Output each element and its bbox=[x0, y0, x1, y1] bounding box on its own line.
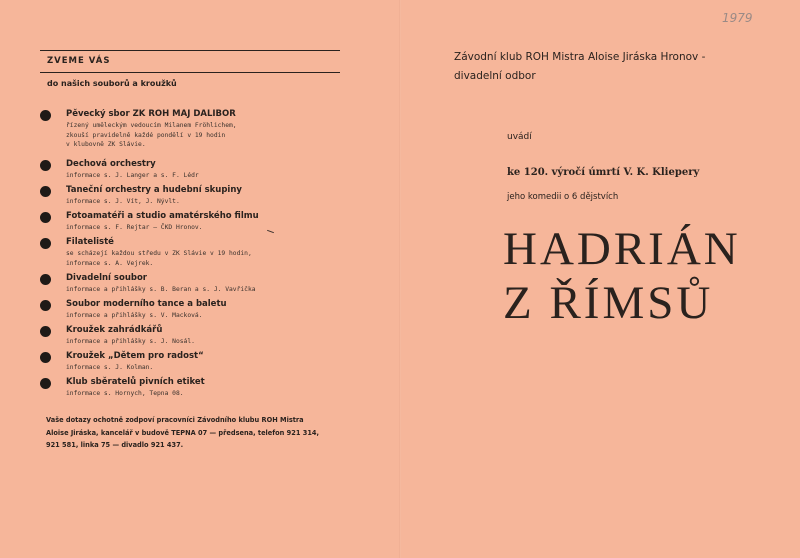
bullet-icon bbox=[40, 186, 51, 197]
item-title: Kroužek zahrádkářů bbox=[66, 325, 163, 335]
play-title-line-1: HADRIÁN bbox=[503, 223, 741, 275]
item-title: Pěvecký sbor ZK ROH MAJ DALIBOR bbox=[66, 109, 236, 119]
organizer-line-1: Závodní klub ROH Mistra Aloise Jiráska Hronov - bbox=[454, 51, 706, 63]
play-title-line-2: Z ŘÍMSŮ bbox=[503, 277, 714, 329]
item-title: Fotoamatéři a studio amatérského filmu bbox=[66, 211, 259, 221]
item-info: se scházejí každou středu v ZK Slávie v 19 hodin, informace s. A. Vejrek. bbox=[66, 250, 252, 267]
item-info: informace a přihlášky s. J. Nosál. bbox=[66, 338, 195, 345]
item-info: informace s. J. Langer a s. F. Lédr bbox=[66, 172, 199, 179]
top-rule bbox=[40, 50, 340, 51]
bullet-icon bbox=[40, 300, 51, 311]
item-title: Klub sběratelů pivních etiket bbox=[66, 377, 205, 387]
item-info: řízený uměleckým vedoucím Milanem Fröhlichem, zkouší pravidelně každé pondělí v 19 hodin v klubovně ZK Slávie. bbox=[66, 122, 237, 148]
bullet-icon bbox=[40, 212, 51, 223]
comedy-text: jeho komedii o 6 dějstvích bbox=[507, 192, 619, 202]
bullet-icon bbox=[40, 352, 51, 363]
bullet-icon bbox=[40, 326, 51, 337]
item-title: Soubor moderního tance a baletu bbox=[66, 299, 227, 309]
item-title: Dechová orchestry bbox=[66, 159, 156, 169]
organizer-line-2: divadelní odbor bbox=[454, 70, 536, 82]
anniversary-text: ke 120. výročí úmrtí V. K. Kliepery bbox=[507, 167, 700, 178]
heading-rule bbox=[40, 72, 340, 73]
item-info: informace a přihlášky s. V. Macková. bbox=[66, 312, 203, 319]
pencil-note: 1979 bbox=[722, 11, 753, 25]
item-info: informace s. J. Vít, J. Nývlt. bbox=[66, 198, 180, 205]
item-title: Divadelní soubor bbox=[66, 273, 147, 283]
item-info: informace s. F. Rejtar — ČKD Hronov. bbox=[66, 224, 203, 231]
bullet-icon bbox=[40, 378, 51, 389]
bullet-icon bbox=[40, 160, 51, 171]
bullet-icon bbox=[40, 238, 51, 249]
item-title: Filatelisté bbox=[66, 237, 114, 247]
bullet-icon bbox=[40, 274, 51, 285]
item-info: informace a přihlášky s. B. Beran a s. J. Vavřička bbox=[66, 286, 256, 293]
stray-mark bbox=[267, 230, 274, 233]
item-title: Kroužek „Dětem pro radost“ bbox=[66, 351, 204, 361]
item-info: informace s. Hornych, Tepna 08. bbox=[66, 390, 184, 397]
bullet-icon bbox=[40, 110, 51, 121]
invite-heading: ZVEME VÁS bbox=[47, 56, 111, 66]
invite-subheading: do našich souborů a kroužků bbox=[47, 79, 177, 88]
contact-footer: Vaše dotazy ochotně zodpoví pracovníci Závodního klubu ROH Mistra Aloise Jiráska, kancelář v budově TEPNA 07 — předsena, telefon 921 314, 921 581, linka 75 — divadlo 921 437. bbox=[46, 416, 319, 449]
fold-line bbox=[399, 0, 401, 558]
item-info: informace s. J. Kolman. bbox=[66, 364, 154, 371]
presents-text: uvádí bbox=[507, 132, 532, 142]
item-title: Taneční orchestry a hudební skupiny bbox=[66, 185, 242, 195]
